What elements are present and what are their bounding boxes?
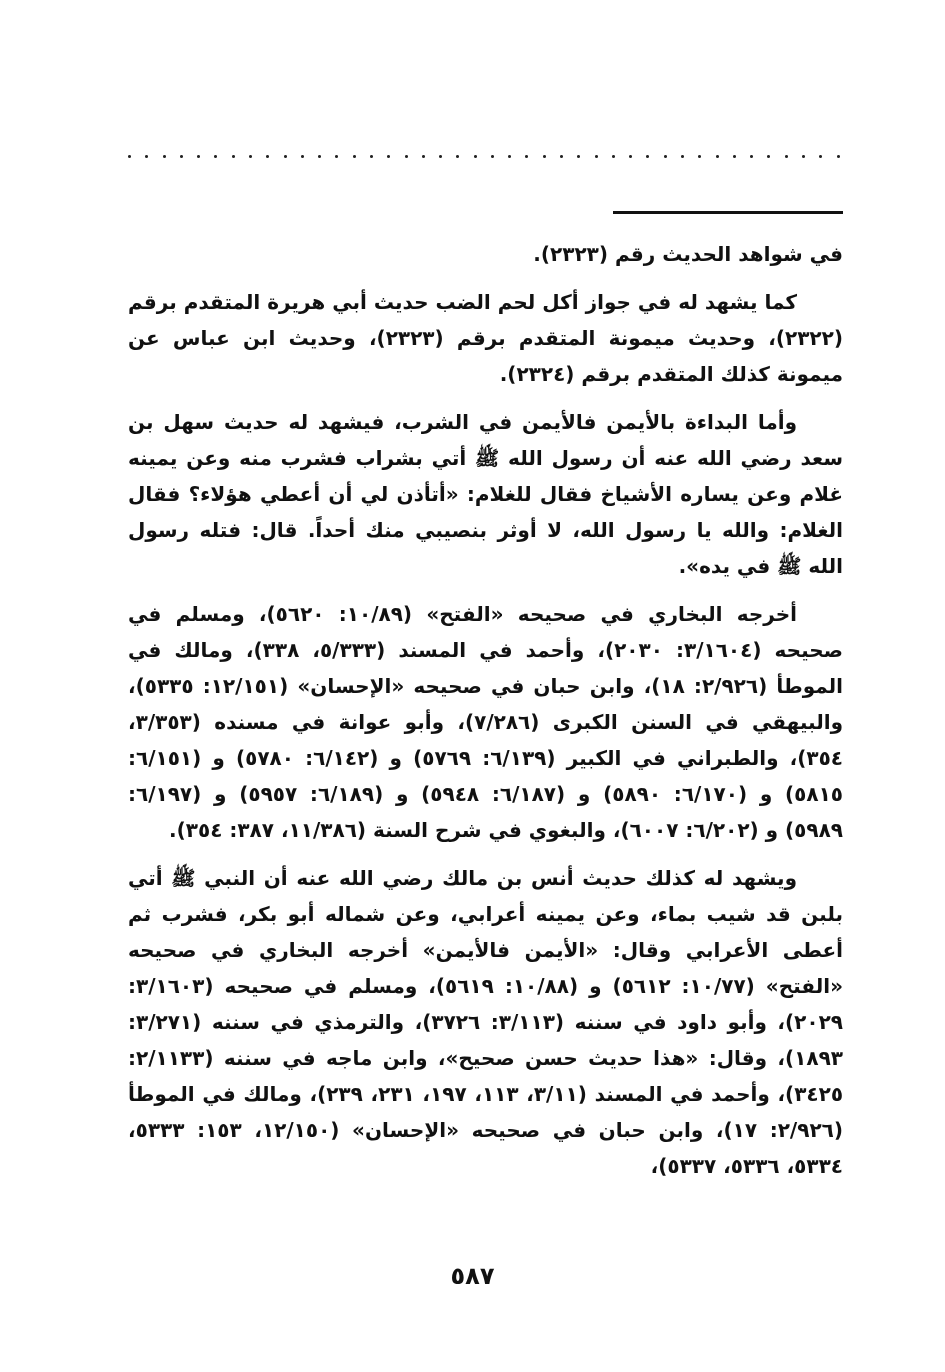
separator-dot: [767, 155, 770, 158]
dotted-separator: [128, 148, 840, 164]
separator-dot: [577, 155, 580, 158]
page-number: ٥٨٧: [450, 1262, 495, 1290]
separator-dot: [145, 155, 148, 158]
footnote-rule: [613, 211, 843, 214]
separator-dot: [301, 155, 304, 158]
separator-dot: [439, 155, 442, 158]
separator-dot: [543, 155, 546, 158]
separator-dot: [318, 155, 321, 158]
separator-dot: [197, 155, 200, 158]
paragraph-4: أخرجه البخاري في صحيحه «الفتح» (١٠/٨٩: ٥٦٢٠)، ومسلم في صحيحه (٣/١٦٠٤: ٢٠٣٠)، وأحمد في المسند (٥/٣٣٣، ٣٣٨)، ومالك في الموطأ (٢/٩٢٦: ١٨)، وابن حبان في صحيحه «الإحسان» (١٢/١٥١: ٥٣٣٥)، والبيهقي في السنن الكبرى (٧/٢٨٦)، وأبو عوانة في مسنده (٣/٣٥٣، ٣٥٤)، والطبراني في الكبير (٦/١٣٩: ٥٧٦٩) و (٦/١٤٢: ٥٧٨٠) و (٦/١٥١: ٥٨١٥) و (٦/١٧٠: ٥٨٩٠) و (٦/١٨٧: ٥٩٤٨) و (٦/١٨٩: ٥٩٥٧) و (٦/١٩٧: ٥٩٨٩) و (٦/٢٠٢: ٦٠٠٧)، والبغوي في شرح السنة (١١/٣٨٦، ٣٨٧: ٣٥٤).: [128, 602, 844, 842]
paragraph-2: كما يشهد له في جواز أكل لحم الضب حديث أبي هريرة المتقدم برقم (٢٣٢٢)، وحديث ميمونة المتقدم برقم (٢٣٢٣)، وحديث ابن عباس عن ميمونة كذلك المتقدم برقم (٢٣٢٤).: [128, 290, 843, 386]
paragraph-5: ويشهد له كذلك حديث أنس بن مالك رضي الله عنه أن النبي ﷺ أتي بلبن قد شيب بماء، وعن يمينه أعرابي، وعن شماله أبو بكر، فشرب ثم أعطى الأعرابي وقال: «الأيمن فالأيمن» أخرجه البخاري في صحيحه «الفتح» (١٠/٧٧: ٥٦١٢) و (١٠/٨٨: ٥٦١٩)، ومسلم في صحيحه (٣/١٦٠٣: ٢٠٢٩)، وأبو داود في سننه (٣/١١٣: ٣٧٢٦)، والترمذي في سننه (٣/٢٧١: ١٨٩٣)، وقال: «هذا حديث حسن صحيح»، وابن ماجه في سننه (٢/١١٣٣: ٣٤٢٥)، وأحمد في المسند (٣/١١، ١١٣، ١٩٧، ٢٣١، ٢٣٩)، ومالك في الموطأ (٢/٩٢٦: ١٧)، وابن حبان في صحيحه «الإحسان» (١٢/١٥٠، ١٥٣: ٥٣٣٣، ٥٣٣٤، ٥٣٣٦، ٥٣٣٧)،: [128, 866, 844, 1178]
separator-dot: [681, 155, 684, 158]
separator-dot: [716, 155, 719, 158]
separator-dot: [629, 155, 632, 158]
separator-dot: [335, 155, 338, 158]
separator-dot: [474, 155, 477, 158]
separator-dot: [698, 155, 701, 158]
separator-dot: [525, 155, 528, 158]
separator-dot: [733, 155, 736, 158]
separator-dot: [819, 155, 822, 158]
separator-dot: [508, 155, 511, 158]
separator-dot: [232, 155, 235, 158]
separator-dot: [128, 155, 131, 158]
separator-dot: [646, 155, 649, 158]
separator-dot: [214, 155, 217, 158]
separator-dot: [785, 155, 788, 158]
paragraph-3: وأما البداءة بالأيمن فالأيمن في الشرب، فيشهد له حديث سهل بن سعد رضي الله عنه أن رسول الله ﷺ أتي بشراب فشرب منه وعن يمينه غلام وعن يساره الأشياخ فقال للغلام: «أتأذن لي أن أعطي هؤلاء؟ فقال الغلام: والله يا رسول الله، لا أوثر بنصيبي منك أحداً. قال: فتله رسول الله ﷺ في يده».: [128, 410, 843, 578]
separator-dot: [180, 155, 183, 158]
separator-dot: [456, 155, 459, 158]
separator-dot: [163, 155, 166, 158]
separator-dot: [422, 155, 425, 158]
separator-dot: [560, 155, 563, 158]
separator-dot: [837, 155, 840, 158]
separator-dot: [750, 155, 753, 158]
separator-dot: [664, 155, 667, 158]
separator-dot: [353, 155, 356, 158]
separator-dot: [370, 155, 373, 158]
separator-dot: [491, 155, 494, 158]
separator-dot: [802, 155, 805, 158]
paragraph-1: في شواهد الحديث رقم (٢٣٢٣).: [533, 242, 843, 266]
separator-dot: [387, 155, 390, 158]
separator-dot: [266, 155, 269, 158]
separator-dot: [284, 155, 287, 158]
separator-dot: [249, 155, 252, 158]
separator-dot: [595, 155, 598, 158]
separator-dot: [612, 155, 615, 158]
footnote-text: [128, 236, 843, 1196]
separator-dot: [405, 155, 408, 158]
